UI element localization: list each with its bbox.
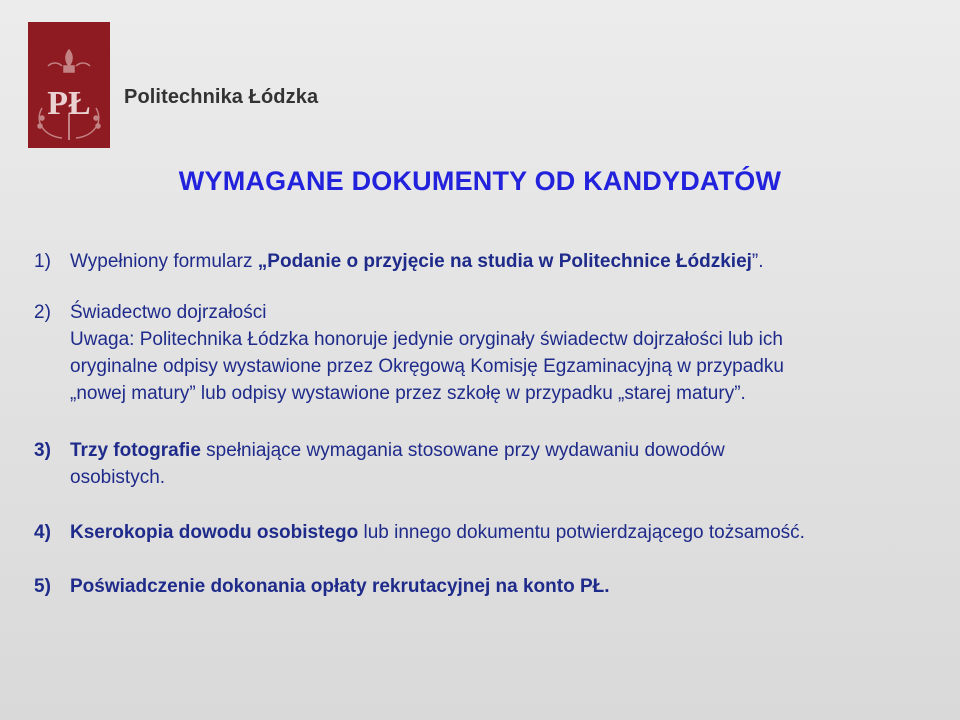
list-item-number: 2) (34, 302, 51, 323)
logo-emblem-icon (28, 22, 110, 148)
list-item-number: 4) (34, 522, 51, 543)
list-item-text: Wypełniony formularz (70, 251, 258, 272)
note-line: oryginalne odpisy wystawione przez Okręgową Komisję Egzaminacyjną w przypadku (70, 356, 784, 377)
list-item-4 (34, 519, 954, 546)
list-item-heading: Świadectwo dojrzałości (70, 302, 267, 323)
list-item-text: ”. (751, 251, 764, 272)
list-item-text: lub innego dokumentu potwierdzającego tożsamość. (358, 522, 805, 543)
list-item-5 (34, 573, 954, 600)
list-item-number: 5) (34, 576, 51, 597)
note-line: Uwaga: Politechnika Łódzka honoruje jedynie oryginały świadectw dojrzałości lub ich (70, 329, 783, 350)
page-title: WYMAGANE DOKUMENTY OD KANDYDATÓW (178, 166, 782, 196)
list-item-number: 1) (34, 251, 51, 272)
list-item-text: spełniające wymagania stosowane przy wydawaniu dowodów (200, 440, 725, 461)
list-item-2 (34, 299, 954, 407)
logo-initials: PŁ (47, 85, 91, 122)
university-logo (28, 22, 110, 148)
list-item-bold: „Podanie o przyjęcie na studia w Politechnice Łódzkiej (257, 251, 752, 272)
list-item-number: 3) (34, 440, 51, 461)
university-name: Politechnika Łódzka (124, 86, 319, 108)
list-item-3 (34, 437, 954, 491)
note-line: „nowej matury” lub odpisy wystawione przez szkołę w przypadku „starej matury”. (70, 383, 746, 404)
list-item-1 (34, 248, 954, 275)
list-item-text: osobistych. (70, 467, 166, 488)
list-item-bold: Kserokopia dowodu osobistego (70, 522, 359, 543)
list-item-bold: Poświadczenie dokonania opłaty rekrutacyjnej na konto PŁ. (70, 576, 610, 597)
list-item-bold: Trzy fotografie (70, 440, 201, 461)
